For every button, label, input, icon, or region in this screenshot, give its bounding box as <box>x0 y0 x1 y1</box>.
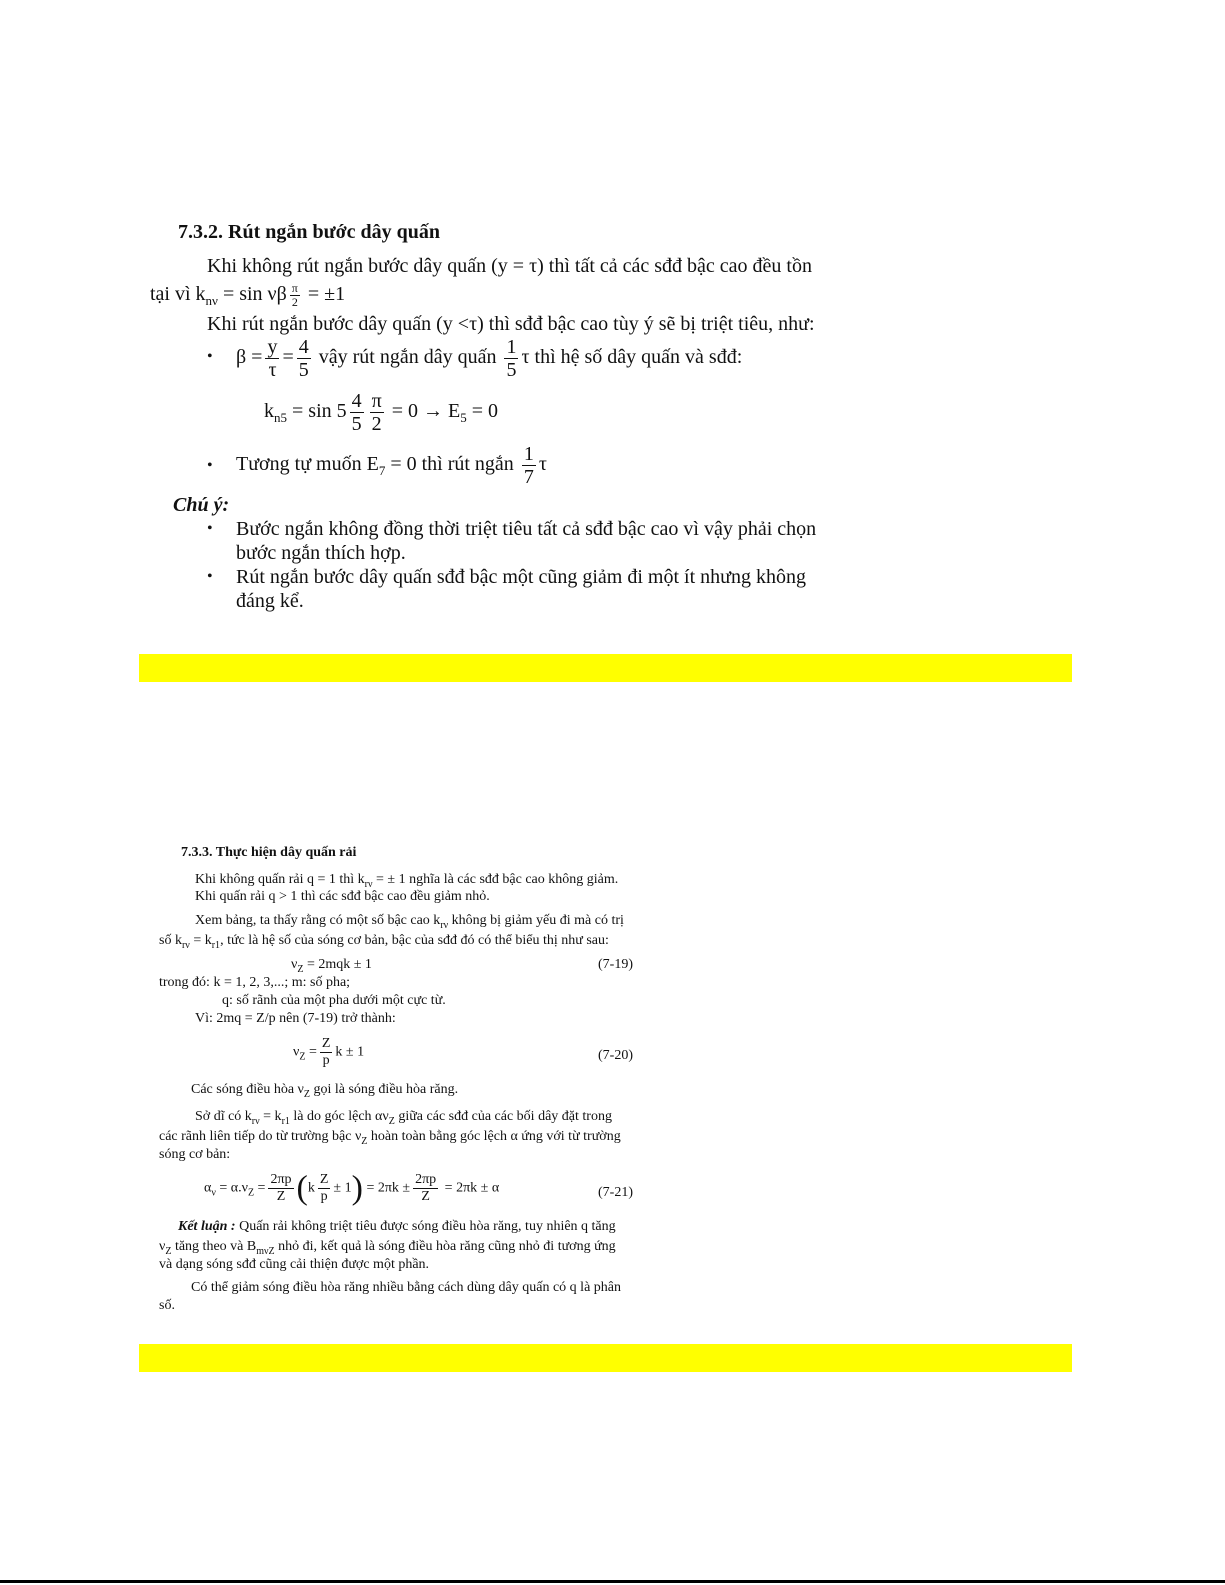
paragraph-line: trong đó: k = 1, 2, 3,...; m: số pha; <box>159 975 351 990</box>
paragraph-line: Khi rút ngắn bước dây quấn (y <τ) thì sđđ bậc cao tùy ý sẽ bị triệt tiêu, như: <box>207 313 815 335</box>
note-line: Bước ngắn không đồng thời triệt tiêu tất cả sđđ bậc cao vì vậy phải chọn <box>236 518 817 540</box>
paragraph-line: tại vì $k_{n\nu} = \sin \nu\beta$ $\frac{\pi}{2}$ = ±1 <box>150 281 346 309</box>
bullet-point: • <box>207 520 213 537</box>
paragraph-line: Khi quấn rải q > 1 thì các sđđ bậc cao đều giảm nhỏ. <box>195 889 490 904</box>
paragraph-line: các rãnh liên tiếp do từ trường bậc $\nu_Z$ hoàn toàn bằng góc lệch α ứng với từ trường <box>159 1129 621 1147</box>
paragraph-line: số. <box>159 1298 175 1313</box>
paragraph-line: và dạng sóng sđđ cũng cải thiện được một phần. <box>159 1257 430 1272</box>
bullet-point: • <box>207 348 213 365</box>
bullet-item-beta: β = $\frac{y}{\tau}$ = $\frac{4}{5}$ vậy rút ngắn dây quấn $\frac{1}{5}$ τ thì hệ số dây quấn và sđđ: <box>236 336 743 381</box>
note-line: Rút ngắn bước dây quấn sđđ bậc một cũng giảm đi một ít nhưng không <box>236 566 806 588</box>
bullet-point: • <box>207 457 213 474</box>
note-line: đáng kể. <box>236 590 304 612</box>
paragraph-line: $\nu_Z$ tăng theo và $B_{m\nu Z}$ nhỏ đi, kết quả là sóng điều hòa răng cũng nhỏ đi tương ứng <box>159 1239 616 1257</box>
paragraph-line: Khi không quấn rải q = 1 thì $k_{r\nu}$ = ± 1 nghĩa là các sđđ bậc cao không giảm. <box>195 872 619 890</box>
equation-number: (7-19) <box>598 957 633 972</box>
equation-7-21: $\alpha_\nu = \alpha.\nu_Z$ = $\frac{2\pi p}{Z}$ (k $\frac{Z}{p}$ ± 1) = 2πk ± $\frac{2\pi p}{Z}$ = 2πk ± α <box>204 1169 500 1207</box>
section-heading: 7.3.3. Thực hiện dây quấn rải <box>181 845 357 860</box>
section-heading: 7.3.2. Rút ngắn bước dây quấn <box>178 221 441 243</box>
paragraph-line: Các sóng điều hòa $\nu_Z$ gọi là sóng điều hòa răng. <box>191 1082 459 1100</box>
equation-number: (7-21) <box>598 1185 633 1200</box>
paragraph-line: Sở dĩ có $k_{r\nu} = k_{r1}$ là do góc lệch $\alpha\nu_Z$ giữa các sđđ của các bối dây đặt trong <box>195 1109 612 1127</box>
paragraph-line: Vì: 2mq = Z/p nên (7-19) trở thành: <box>195 1011 396 1026</box>
highlight-bar <box>139 654 1072 682</box>
equation-knv: $k_{n\nu} = \sin \nu\beta$ $\frac{\pi}{2}$ = ±1 <box>195 281 346 309</box>
equation-7-20: $\nu_Z$ = $\frac{Z}{p}$ k ± 1 <box>293 1036 365 1068</box>
conclusion-label: Kết luận : <box>178 1219 236 1234</box>
paragraph-line: q: số rãnh của một pha dưới một cực từ. <box>222 993 446 1008</box>
bullet-item-e7: Tương tự muốn $E_7 = 0$ thì rút ngắn $\frac{1}{7}$ τ <box>236 443 547 488</box>
paragraph-line: Kết luận : Quấn rải không triệt tiêu được sóng điều hòa răng, tuy nhiên q tăng <box>178 1219 616 1234</box>
equation-number: (7-20) <box>598 1048 633 1063</box>
section-7-3-3 <box>0 830 1225 1330</box>
paragraph-line: Khi không rút ngắn bước dây quấn (y = τ) thì tất cả các sđđ bậc cao đều tồn <box>207 255 812 277</box>
equation-kn5: $k_{n5} = \sin 5$ $\frac{4}{5}$ $\frac{\pi}{2}$ = $0 \to E_5 = 0$ <box>264 390 499 435</box>
note-title: Chú ý: <box>173 494 230 516</box>
equation-7-19: $\nu_Z = 2mqk \pm 1$ <box>291 957 372 975</box>
page-bottom-border <box>0 1580 1225 1583</box>
paragraph-line: sóng cơ bản: <box>159 1147 231 1162</box>
section-7-3-2 <box>0 0 1225 640</box>
bullet-point: • <box>207 568 213 585</box>
paragraph-line: Xem bảng, ta thấy rằng có một số bậc cao $k_{r\nu}$ không bị giảm yếu đi mà có trị <box>195 913 624 931</box>
paragraph-line: số $k_{r\nu} = k_{r1}$, tức là hệ số của sóng cơ bản, bậc của sđđ đó có thể biểu thị như sau: <box>159 933 609 951</box>
highlight-bar <box>139 1344 1072 1372</box>
note-line: bước ngắn thích hợp. <box>236 542 406 564</box>
paragraph-line: Có thể giảm sóng điều hòa răng nhiều bằng cách dùng dây quấn có q là phân <box>191 1280 621 1295</box>
